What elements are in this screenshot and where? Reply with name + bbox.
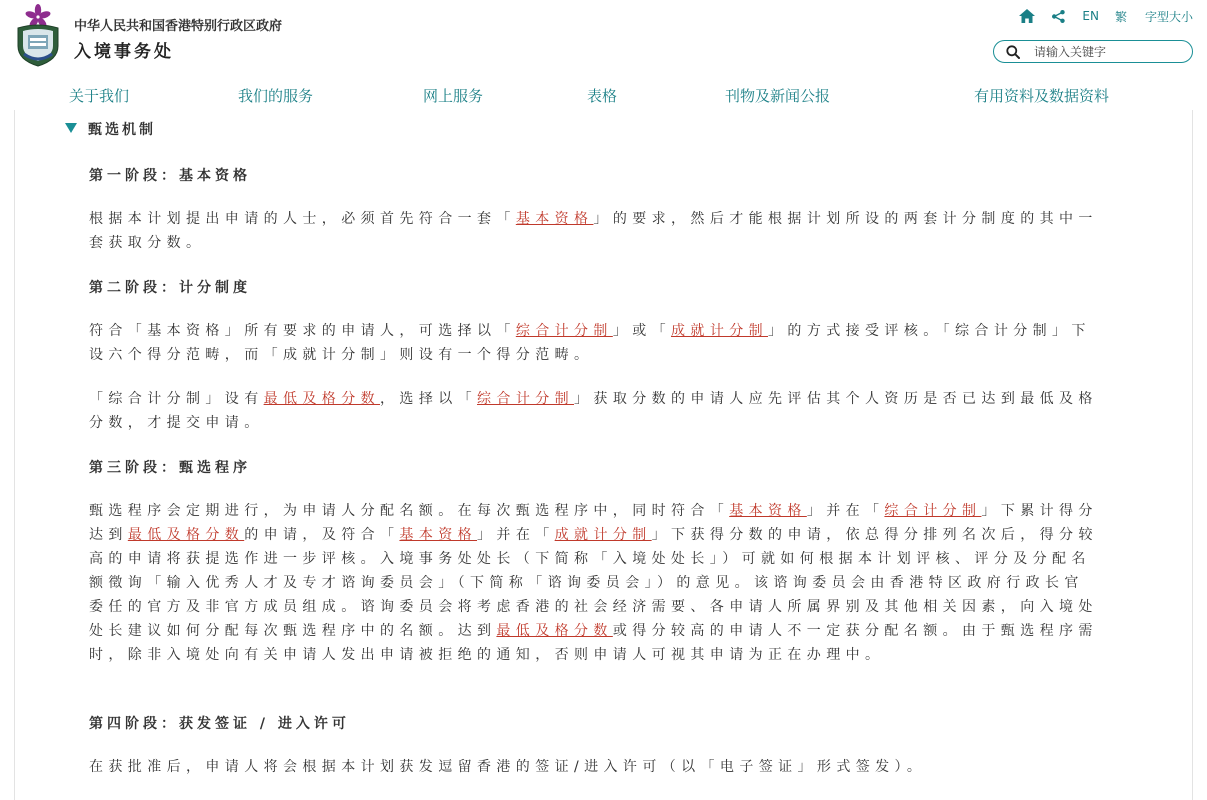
text-segment: 「综合计分制」设有 — [89, 391, 264, 407]
text-segment: 」的要求，然后才能根据计划所设的两套计分制度的其中一套获取分数。 — [89, 211, 1098, 251]
site-header — [0, 0, 1207, 78]
stage-2-heading: 第二阶段：计分制度 — [89, 280, 251, 296]
text-segment: 甄选程序会定期进行，为申请人分配名额。在每次甄选程序中，同时符合「 — [89, 503, 730, 519]
english-language-link[interactable]: EN — [1082, 9, 1099, 23]
nav-online-services[interactable]: 网上服务 — [423, 87, 484, 105]
basic-requirements-link[interactable]: 基本资格 — [729, 503, 807, 519]
basic-requirements-link[interactable]: 基本资格 — [399, 527, 478, 543]
home-icon — [1019, 9, 1035, 23]
nav-forms[interactable]: 表格 — [587, 87, 618, 105]
text-segment: 」下获得分数的申请，依总得分排列名次后，得分较高的申请将获提选作进一步评核。入境事务处处长（下简称「入境处处长」）可就如何根据本计划评核、评分及分配名额徵询「输入优秀人才及专才谘询委员会」（下简称「谘询委员会」）的意见。该谘询委员会由香港特区政府行政长官委任的官方及非官方成员组成。谘询委员会将考虑香港的社会经济需要、各申请人所属界别及其他相关因素，向入境处处长建议如何分配每次甄选程序中的名额。达到 — [89, 527, 1098, 639]
share-button[interactable] — [1050, 6, 1066, 26]
nav-useful-info-statistics[interactable]: 有用资料及数据资料 — [974, 87, 1110, 105]
text-segment: 根据本计划提出申请的人士，必须首先符合一套「 — [89, 211, 516, 227]
nav-our-services[interactable]: 我们的服务 — [238, 87, 314, 105]
minimum-passing-mark-link[interactable]: 最低及格分数 — [263, 391, 381, 407]
general-points-test-link[interactable]: 综合计分制 — [515, 323, 613, 339]
traditional-chinese-link[interactable]: 繁 — [1114, 9, 1127, 24]
nav-publications-press[interactable]: 刊物及新闻公报 — [725, 87, 831, 105]
home-button[interactable] — [1016, 6, 1038, 26]
nav-about-us[interactable]: 关于我们 — [69, 87, 130, 105]
stage-2-paragraph-1 — [89, 319, 1099, 367]
share-icon — [1052, 10, 1065, 23]
minimum-passing-mark-link[interactable]: 最低及格分数 — [496, 623, 613, 639]
achievement-based-points-test-link[interactable]: 成就计分制 — [671, 323, 769, 339]
stage-3-paragraph — [89, 499, 1099, 667]
minimum-passing-mark-link[interactable]: 最低及格分数 — [127, 527, 245, 543]
stage-4-paragraph: 在获批准后，申请人将会根据本计划获发逗留香港的签证/进入许可（以「电子签证」形式签发）。 — [89, 759, 927, 775]
government-name: 中华人民共和国香港特别行政区政府 — [74, 19, 283, 34]
general-points-test-link[interactable]: 综合计分制 — [477, 391, 575, 407]
font-size-button[interactable]: 字型大小 — [1144, 9, 1193, 24]
section-toggle-selection-mechanism[interactable] — [65, 119, 156, 139]
hksar-emblem-logo[interactable] — [12, 4, 64, 68]
text-segment: 」并在「 — [477, 527, 555, 543]
text-segment: 」的方式接受评核。「综合计分制」下设六个得分范畴，而「成就计分制」则设有一个得分范畴。 — [89, 323, 1091, 363]
text-segment: 的申请，及符合「 — [244, 527, 400, 543]
text-segment: 」并在「 — [806, 503, 885, 519]
search-input[interactable] — [1034, 45, 1174, 59]
stage-3-heading: 第三阶段：甄选程序 — [89, 460, 251, 476]
basic-requirements-link[interactable]: 基本资格 — [515, 211, 594, 227]
text-segment: 」获取分数的申请人应先评估其个人资历是否已达到最低及格分数，才提交申请。 — [89, 391, 1098, 431]
collapse-triangle-icon — [65, 123, 77, 133]
text-segment: 」下累计得分达到 — [89, 503, 1098, 543]
stage-2-paragraph-2 — [89, 387, 1099, 435]
search-icon[interactable] — [1006, 45, 1020, 59]
text-segment: ，选择以「 — [380, 391, 478, 407]
department-name[interactable]: 入境事务处 — [74, 42, 174, 62]
text-segment: 符合「基本资格」所有要求的申请人，可选择以「 — [89, 323, 516, 339]
stage-1-paragraph — [89, 207, 1099, 255]
stage-1-heading: 第一阶段：基本资格 — [89, 168, 251, 184]
stage-4-heading: 第四阶段：获发签证 / 进入许可 — [89, 716, 350, 732]
main-navigation — [0, 78, 1207, 112]
search-box — [993, 40, 1193, 63]
text-segment: 」或「 — [612, 323, 672, 339]
text-segment: 或得分较高的申请人不一定获分配名额。由于甄选程序需时，除非入境处向有关申请人发出申请被拒绝的通知，否则申请人可视其申请为正在办理中。 — [89, 623, 1098, 663]
general-points-test-link[interactable]: 综合计分制 — [884, 503, 982, 519]
section-title: 甄选机制 — [88, 122, 156, 138]
achievement-based-points-test-link[interactable]: 成就计分制 — [554, 527, 652, 543]
top-toolbar — [1016, 6, 1193, 26]
